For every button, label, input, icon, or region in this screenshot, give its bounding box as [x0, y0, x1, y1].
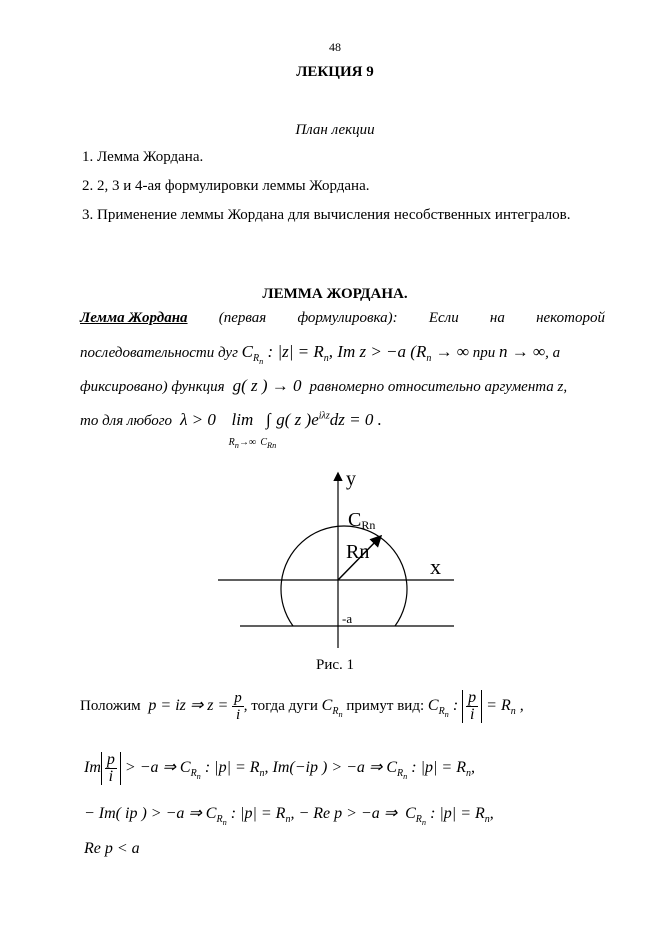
plan-title: План лекции	[295, 122, 375, 138]
substitution-line: Положим p = iz ⇒ z = $\frac{p}{i}$ , тогда дуги $C_{R_n}$ примут вид: $C_{R_n}$ : $\frac{p}{i}$ = $R_n$ ,	[80, 689, 524, 724]
radius-label: Rn	[346, 541, 370, 563]
body-text: примут вид:	[346, 698, 425, 715]
lemma-text: последовательности дуг	[80, 345, 238, 361]
plan-item: 3. Применение леммы Жордана для вычисления несобственных интегралов.	[82, 207, 571, 223]
jordan-contour-diagram	[218, 468, 454, 648]
lemma-text: при	[472, 345, 496, 361]
plan-item: 2. 2, 3 и 4-ая формулировки леммы Жордана.	[82, 178, 370, 194]
lecture-title: ЛЕКЦИЯ 9	[296, 64, 374, 80]
arc-label: CRn	[348, 509, 376, 532]
lemma-word: некоторой	[536, 310, 605, 326]
lemma-text: равномерно относительно аргумента z,	[309, 379, 568, 395]
formula-line-2: − Im( ip ) > −a ⇒ $C_{R_n}$ : $|p| = R_n$, − Re p > −a ⇒ $C_{R_n}$ : $|p| = R_n$,	[84, 805, 494, 827]
plan-list	[82, 147, 570, 234]
figure-caption: Рис. 1	[315, 657, 355, 673]
body-text: Положим	[80, 698, 141, 715]
lemma-line-4	[80, 410, 605, 450]
lemma-line-2: последовательности дуг $C_{R_n}$ : $|z| = R_n$, Im z > −a ($R_n$ → ∞ при n → ∞, а	[80, 342, 561, 366]
arc-formula: $C_{R_n}$ : $|z| = R_n$, Im z > −a ($R_n$ → ∞	[241, 342, 469, 366]
lemma-word: (первая	[218, 310, 267, 326]
lemma-line-1	[80, 310, 605, 327]
integral-formula: λ > 0 lim $R_n\to\infty$ ∫ $C_{Rn}g$( z )$e^{i\lambda z}dz = 0$ .	[175, 410, 382, 450]
body-text: , тогда дуги	[243, 698, 318, 715]
x-label: x	[430, 554, 441, 579]
section-title: ЛЕММА ЖОРДАНА.	[262, 286, 408, 302]
y-label: y	[346, 468, 356, 490]
formula-line-3: Re p < a	[84, 840, 140, 857]
lemma-word: на	[489, 310, 505, 326]
figure-1	[218, 468, 454, 653]
function-formula: g( z ) → 0	[228, 376, 306, 395]
limit-formula: n → ∞	[498, 342, 546, 361]
lemma-text: фиксировано) функция	[80, 379, 225, 395]
lemma-word: формулировка):	[297, 310, 398, 326]
lemma-line-3	[80, 376, 605, 396]
plan-item: 1. Лемма Жордана.	[82, 149, 204, 165]
lemma-name: Лемма Жордана	[80, 310, 188, 326]
page-number: 48	[329, 40, 341, 54]
lemma-text: то для любого	[80, 413, 173, 429]
formula-line-1: Im $\frac{p}{i}$ > −a ⇒ $C_{R_n}$ : $|p| = R_n$, Im(−ip ) > −a ⇒ $C_{R_n}$ : $|p| = R_n$,	[84, 751, 475, 785]
minus-a-label: -a	[342, 611, 353, 626]
lemma-word: Если	[428, 310, 459, 326]
